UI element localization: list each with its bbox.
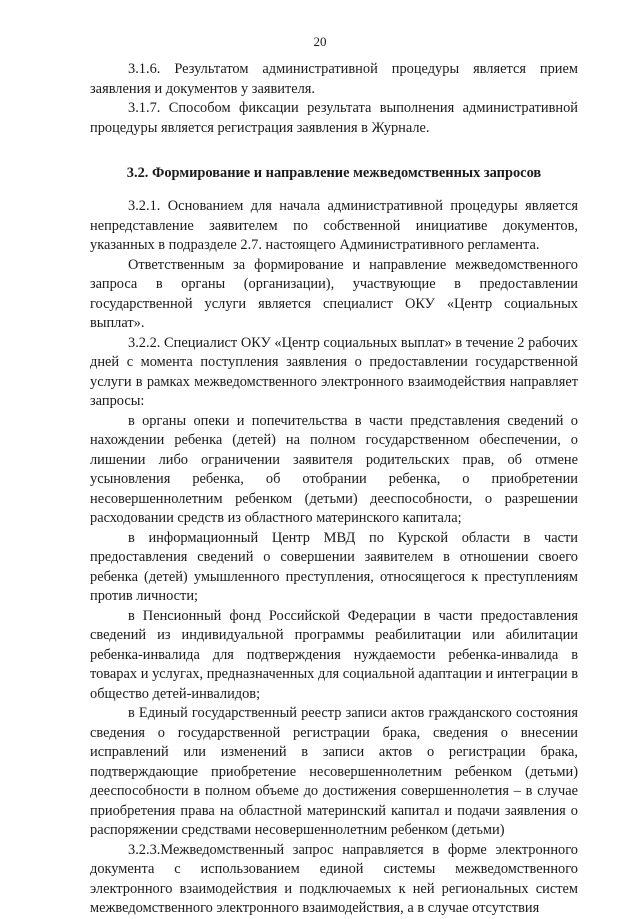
document-body	[90, 60, 578, 919]
paragraph-3-2-3: 3.2.3.Межведомственный запрос направляется в форме электронного документа с использованием единой системы межведомственного электронного взаимодействия и подключаемых к ней региональных систем межведомственного электронного взаимодействия, а в случае отсутствия	[90, 841, 578, 916]
paragraph-3-2-2: 3.2.2. Специалист ОКУ «Центр социальных выплат» в течение 2 рабочих дней с момента поступления заявления о предоставлении государственной услуги в рамках межведомственного электронного взаимодействия направляет запросы:	[90, 334, 578, 409]
list-item-mvd: в информационный Центр МВД по Курской области в части предоставления сведений о совершении заявителем в отношении своего ребенка (детей) умышленного преступления, относящегося к преступлениям против личности;	[90, 529, 578, 604]
section-heading: 3.2. Формирование и направление межведомственных запросов	[126, 165, 542, 181]
paragraph-3-1-6: 3.1.6. Результатом административной процедуры является прием заявления и документов у заявителя.	[90, 61, 578, 97]
list-item-guardianship: в органы опеки и попечительства в части представления сведений о нахождении ребенка (детей) на полном государственном обеспечении, о лишении либо ограничении заявителя родительских прав, об отмене усыновления ребенка, об отобрании ребенка, о приобретении несовершеннолетним ребенком (детьми) дееспособности, о разрешении расходовании средств из областного материнского капитала;	[90, 412, 578, 526]
list-item-registry: в Единый государственный реестр записи актов гражданского состояния сведения о государственной регистрации брака, сведения о внесении исправлений или изменений в записи актов о регистрации брака, подтверждающие приобретение несовершеннолетним ребенком (детьми) дееспособности в полном объеме до достижения совершеннолетия – в случае приобретения права на областной материнский капитал и подачи заявления о распоряжении средствами несовершеннолетним ребенком (детьми)	[90, 705, 578, 838]
paragraph-responsible: Ответственным за формирование и направление межведомственного запроса в органы (организации), участвующие в предоставлении государственной услуги является специалист ОКУ «Центр социальных выплат».	[90, 256, 578, 331]
list-item-pension-fund: в Пенсионный фонд Российской Федерации в части предоставления сведений из индивидуальной программы реабилитации или абилитации ребенка-инвалида для подтверждения нуждаемости ребенка-инвалида в товарах и услугах, предназначенных для социальной адаптации и интеграции в общество детей-инвалидов;	[90, 607, 578, 702]
page-number: 20	[313, 34, 327, 49]
paragraph-3-2-1: 3.2.1. Основанием для начала административной процедуры является непредставление заявителем по собственной инициативе документов, указанных в подразделе 2.7. настоящего Административного регламента.	[90, 198, 578, 253]
paragraph-3-1-7: 3.1.7. Способом фиксации результата выполнения административной процедуры является регистрация заявления в Журнале.	[90, 100, 578, 136]
